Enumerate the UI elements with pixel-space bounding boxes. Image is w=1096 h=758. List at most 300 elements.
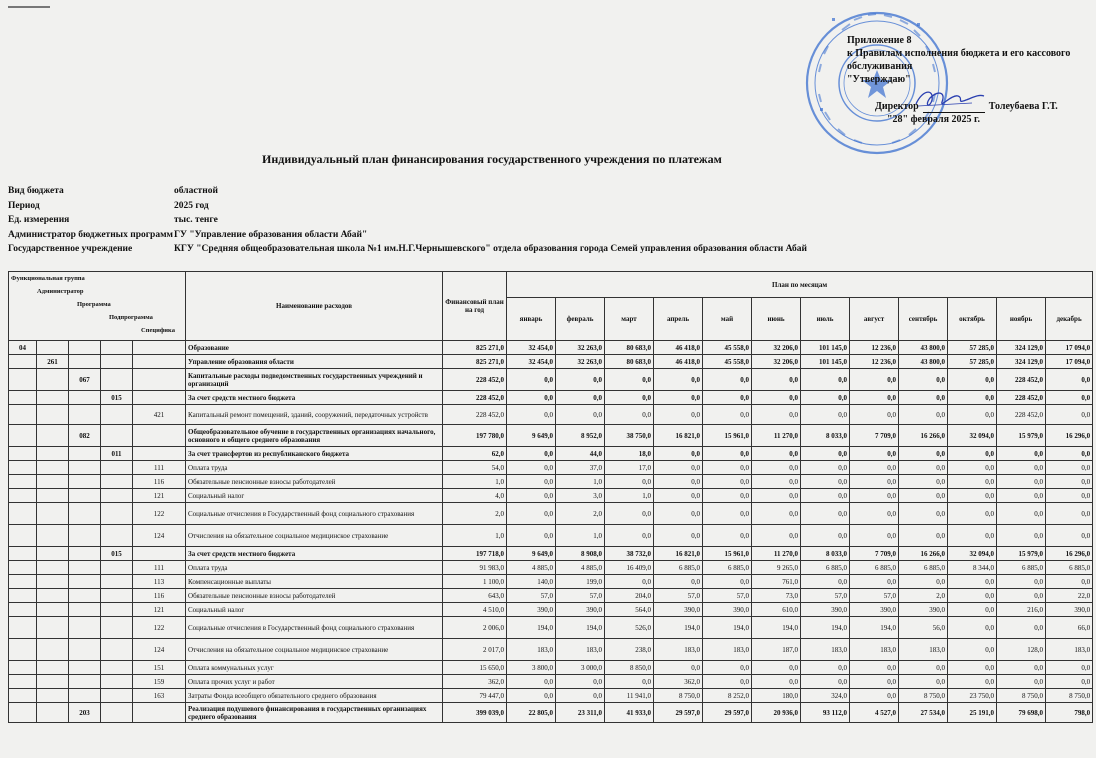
annual-plan-value: 228 452,0 [443, 391, 507, 405]
hierarchy-header [9, 272, 186, 341]
month-value: 0,0 [899, 391, 948, 405]
code-program [69, 689, 101, 703]
code-subprogram [101, 575, 133, 589]
expense-name: Социальный налог [186, 603, 443, 617]
month-value: 0,0 [1046, 525, 1093, 547]
month-value: 0,0 [703, 661, 752, 675]
code-program [69, 561, 101, 575]
month-value: 4 885,0 [507, 561, 556, 575]
month-value: 6 885,0 [850, 561, 899, 575]
month-value: 0,0 [899, 489, 948, 503]
code-administrator [37, 617, 69, 639]
month-value: 0,0 [997, 617, 1046, 639]
month-value: 12 236,0 [850, 355, 899, 369]
code-program [69, 355, 101, 369]
page-title: Индивидуальный план финансирования государственного учреждения по платежам [262, 152, 722, 166]
approved-label: "Утверждаю" [847, 74, 911, 85]
code-subprogram [101, 525, 133, 547]
month-value: 0,0 [997, 503, 1046, 525]
code-administrator [37, 575, 69, 589]
table-row [9, 355, 1093, 369]
month-value: 0,0 [1046, 675, 1093, 689]
month-value: 57,0 [507, 589, 556, 603]
code-specific [133, 355, 186, 369]
month-value: 41 933,0 [605, 703, 654, 723]
director-label: Директор [875, 101, 919, 112]
month-value: 0,0 [752, 391, 801, 405]
code-subprogram [101, 341, 133, 355]
month-value: 761,0 [752, 575, 801, 589]
month-value: 8 850,0 [605, 661, 654, 675]
month-value: 6 885,0 [997, 561, 1046, 575]
month-value: 183,0 [654, 639, 703, 661]
code-specific [133, 425, 186, 447]
code-specific: 111 [133, 561, 186, 575]
code-subprogram [101, 425, 133, 447]
month-value: 0,0 [801, 475, 850, 489]
month-value: 0,0 [1046, 661, 1093, 675]
annual-plan-value: 1,0 [443, 525, 507, 547]
code-functional-group [9, 369, 37, 391]
month-value: 390,0 [899, 603, 948, 617]
expense-name: Компенсационные выплаты [186, 575, 443, 589]
month-value: 80 683,0 [605, 355, 654, 369]
code-administrator [37, 425, 69, 447]
month-value: 25 191,0 [948, 703, 997, 723]
month-value: 0,0 [899, 461, 948, 475]
appendix-line: Приложение 8 [847, 35, 912, 46]
month-value: 0,0 [654, 405, 703, 425]
code-specific [133, 391, 186, 405]
hier-label-administrator: Администратор [37, 288, 84, 295]
code-functional-group [9, 391, 37, 405]
expense-name: Затраты Фонда всеобщего обязательного среднего образования [186, 689, 443, 703]
code-administrator [37, 675, 69, 689]
month-value: 324 129,0 [997, 355, 1046, 369]
code-program [69, 489, 101, 503]
code-subprogram [101, 561, 133, 575]
code-subprogram [101, 461, 133, 475]
meta-key: Ед. измерения [8, 215, 70, 225]
month-value: 0,0 [997, 461, 1046, 475]
month-value: 128,0 [997, 639, 1046, 661]
code-functional-group [9, 703, 37, 723]
code-administrator [37, 689, 69, 703]
table-row [9, 503, 1093, 525]
month-value: 0,0 [997, 447, 1046, 461]
code-subprogram: 015 [101, 391, 133, 405]
month-value: 0,0 [654, 475, 703, 489]
month-value: 0,0 [507, 461, 556, 475]
appendix-service-line: обслуживания [847, 61, 913, 72]
table-header [9, 272, 1093, 341]
code-specific [133, 369, 186, 391]
month-value: 0,0 [605, 525, 654, 547]
month-value: 0,0 [507, 369, 556, 391]
meta-value: ГУ "Управление образования области Абай" [174, 229, 368, 240]
month-header: декабрь [1046, 298, 1093, 341]
month-value: 194,0 [850, 617, 899, 639]
month-value: 16 296,0 [1046, 425, 1093, 447]
annual-plan-value: 1 100,0 [443, 575, 507, 589]
month-value: 0,0 [1046, 405, 1093, 425]
code-specific: 113 [133, 575, 186, 589]
month-value: 16 821,0 [654, 425, 703, 447]
code-administrator [37, 503, 69, 525]
month-value: 20 936,0 [752, 703, 801, 723]
code-subprogram: 011 [101, 447, 133, 461]
code-subprogram [101, 589, 133, 603]
director-name: Толеубаева Г.Т. [988, 101, 1058, 112]
month-value: 0,0 [997, 475, 1046, 489]
month-value: 93 112,0 [801, 703, 850, 723]
table-row [9, 525, 1093, 547]
month-value: 0,0 [703, 391, 752, 405]
month-value: 0,0 [507, 489, 556, 503]
month-value: 22 805,0 [507, 703, 556, 723]
code-specific: 124 [133, 525, 186, 547]
month-value: 0,0 [752, 489, 801, 503]
code-program [69, 525, 101, 547]
annual-plan-value: 79 447,0 [443, 689, 507, 703]
month-value: 0,0 [801, 369, 850, 391]
month-value: 2,0 [556, 503, 605, 525]
month-value: 0,0 [801, 661, 850, 675]
month-value: 12 236,0 [850, 341, 899, 355]
table-row [9, 369, 1093, 391]
month-value: 183,0 [556, 639, 605, 661]
meta-key: Вид бюджета [8, 186, 64, 196]
month-value: 46 418,0 [654, 355, 703, 369]
month-value: 101 145,0 [801, 341, 850, 355]
month-value: 183,0 [801, 639, 850, 661]
month-value: 194,0 [703, 617, 752, 639]
month-value: 3 000,0 [556, 661, 605, 675]
month-value: 16 409,0 [605, 561, 654, 575]
month-value: 0,0 [997, 575, 1046, 589]
month-value: 0,0 [801, 575, 850, 589]
month-value: 0,0 [703, 575, 752, 589]
month-value: 0,0 [948, 369, 997, 391]
expense-name: Капитальные расходы подведомственных государственных учреждений и организаций [186, 369, 443, 391]
month-value: 6 885,0 [1046, 561, 1093, 575]
code-specific: 122 [133, 617, 186, 639]
month-header: ноябрь [997, 298, 1046, 341]
month-value: 183,0 [899, 639, 948, 661]
month-value: 180,0 [752, 689, 801, 703]
month-value: 32 263,0 [556, 341, 605, 355]
month-value: 11 270,0 [752, 425, 801, 447]
month-value: 0,0 [948, 405, 997, 425]
month-value: 0,0 [948, 489, 997, 503]
month-value: 66,0 [1046, 617, 1093, 639]
month-value: 44,0 [556, 447, 605, 461]
hier-label-specific: Специфика [141, 327, 175, 334]
month-value: 0,0 [605, 575, 654, 589]
month-value: 0,0 [507, 525, 556, 547]
month-header: июнь [752, 298, 801, 341]
month-value: 0,0 [948, 391, 997, 405]
code-functional-group [9, 561, 37, 575]
month-value: 1,0 [556, 525, 605, 547]
month-value: 0,0 [507, 689, 556, 703]
annual-plan-value: 1,0 [443, 475, 507, 489]
month-value: 8 952,0 [556, 425, 605, 447]
annual-plan-value: 228 452,0 [443, 369, 507, 391]
month-value: 0,0 [801, 675, 850, 689]
annual-plan-value: 91 983,0 [443, 561, 507, 575]
month-value: 0,0 [850, 405, 899, 425]
hier-label-subprogram: Подпрограмма [109, 314, 153, 321]
code-functional-group [9, 689, 37, 703]
annual-plan-value: 197 780,0 [443, 425, 507, 447]
annual-plan-value: 197 718,0 [443, 547, 507, 561]
month-value: 6 885,0 [654, 561, 703, 575]
month-value: 0,0 [801, 461, 850, 475]
month-value: 16 266,0 [899, 547, 948, 561]
month-value: 0,0 [850, 661, 899, 675]
month-value: 16 296,0 [1046, 547, 1093, 561]
code-subprogram [101, 661, 133, 675]
month-value: 0,0 [850, 575, 899, 589]
month-value: 0,0 [703, 447, 752, 461]
expense-name: Отчисления на обязательное социальное медицинское страхование [186, 525, 443, 547]
month-value: 0,0 [850, 391, 899, 405]
code-functional-group [9, 575, 37, 589]
code-subprogram [101, 369, 133, 391]
code-subprogram [101, 689, 133, 703]
month-value: 8 252,0 [703, 689, 752, 703]
month-value: 0,0 [997, 675, 1046, 689]
code-administrator [37, 561, 69, 575]
month-value: 0,0 [899, 475, 948, 489]
month-value: 43 800,0 [899, 355, 948, 369]
month-value: 0,0 [1046, 503, 1093, 525]
month-value: 0,0 [507, 675, 556, 689]
code-functional-group [9, 475, 37, 489]
month-header: апрель [654, 298, 703, 341]
expense-name: Реализация подушевого финансирования в государственных организациях среднего образования [186, 703, 443, 723]
table-row [9, 425, 1093, 447]
code-functional-group [9, 425, 37, 447]
month-value: 11 270,0 [752, 547, 801, 561]
month-value: 0,0 [654, 489, 703, 503]
code-administrator [37, 447, 69, 461]
month-value: 0,0 [556, 675, 605, 689]
table-row [9, 447, 1093, 461]
month-value: 15 961,0 [703, 425, 752, 447]
table-row [9, 575, 1093, 589]
code-functional-group [9, 547, 37, 561]
month-value: 362,0 [654, 675, 703, 689]
month-value: 23 750,0 [948, 689, 997, 703]
code-subprogram [101, 639, 133, 661]
month-value: 0,0 [1046, 391, 1093, 405]
code-subprogram [101, 489, 133, 503]
month-value: 101 145,0 [801, 355, 850, 369]
month-value: 0,0 [507, 475, 556, 489]
month-value: 11 941,0 [605, 689, 654, 703]
code-subprogram [101, 603, 133, 617]
month-value: 38 750,0 [605, 425, 654, 447]
code-subprogram [101, 355, 133, 369]
month-value: 0,0 [850, 447, 899, 461]
annual-plan-value: 362,0 [443, 675, 507, 689]
month-value: 0,0 [850, 489, 899, 503]
code-administrator [37, 369, 69, 391]
code-administrator [37, 341, 69, 355]
month-value: 37,0 [556, 461, 605, 475]
month-header: май [703, 298, 752, 341]
month-value: 6 885,0 [703, 561, 752, 575]
month-value: 17 094,0 [1046, 341, 1093, 355]
month-value: 0,0 [556, 689, 605, 703]
annual-plan-value: 2,0 [443, 503, 507, 525]
code-specific [133, 547, 186, 561]
month-value: 0,0 [899, 447, 948, 461]
month-value: 38 732,0 [605, 547, 654, 561]
month-value: 0,0 [850, 461, 899, 475]
code-subprogram [101, 475, 133, 489]
month-value: 0,0 [556, 405, 605, 425]
month-value: 0,0 [997, 589, 1046, 603]
month-value: 57,0 [703, 589, 752, 603]
month-value: 0,0 [801, 447, 850, 461]
month-value: 45 558,0 [703, 355, 752, 369]
month-value: 32 454,0 [507, 341, 556, 355]
table-row [9, 661, 1093, 675]
expense-name: Оплата труда [186, 561, 443, 575]
month-value: 0,0 [899, 405, 948, 425]
month-value: 8 344,0 [948, 561, 997, 575]
code-administrator [37, 525, 69, 547]
month-value: 32 454,0 [507, 355, 556, 369]
code-administrator [37, 391, 69, 405]
code-functional-group [9, 617, 37, 639]
code-program [69, 547, 101, 561]
month-value: 204,0 [605, 589, 654, 603]
month-value: 228 452,0 [997, 405, 1046, 425]
code-program [69, 447, 101, 461]
month-value: 0,0 [752, 661, 801, 675]
month-value: 57,0 [801, 589, 850, 603]
expense-name: Общеобразовательное обучение в государственных организациях начального, основного и общего среднего образования [186, 425, 443, 447]
month-value: 0,0 [1046, 461, 1093, 475]
month-value: 79 698,0 [997, 703, 1046, 723]
month-value: 0,0 [654, 661, 703, 675]
code-program [69, 661, 101, 675]
annual-plan-value: 4 510,0 [443, 603, 507, 617]
expense-name: Социальный налог [186, 489, 443, 503]
month-value: 8 750,0 [997, 689, 1046, 703]
meta-value: областной [174, 186, 218, 196]
month-value: 0,0 [605, 503, 654, 525]
month-value: 15 979,0 [997, 425, 1046, 447]
month-value: 390,0 [850, 603, 899, 617]
code-administrator: 261 [37, 355, 69, 369]
month-value: 0,0 [703, 489, 752, 503]
table-row [9, 391, 1093, 405]
table-row [9, 489, 1093, 503]
code-specific: 124 [133, 639, 186, 661]
month-value: 3,0 [556, 489, 605, 503]
month-value: 238,0 [605, 639, 654, 661]
code-subprogram: 015 [101, 547, 133, 561]
code-functional-group [9, 639, 37, 661]
code-program [69, 461, 101, 475]
month-value: 194,0 [654, 617, 703, 639]
month-value: 194,0 [752, 617, 801, 639]
month-value: 0,0 [997, 661, 1046, 675]
table-row [9, 589, 1093, 603]
code-administrator [37, 489, 69, 503]
expense-name: Оплата прочих услуг и работ [186, 675, 443, 689]
month-value: 0,0 [703, 675, 752, 689]
expense-name: Оплата труда [186, 461, 443, 475]
month-value: 0,0 [703, 475, 752, 489]
code-specific [133, 447, 186, 461]
table-row [9, 689, 1093, 703]
annual-plan-value: 399 039,0 [443, 703, 507, 723]
annual-plan-value: 54,0 [443, 461, 507, 475]
month-value: 29 597,0 [703, 703, 752, 723]
hier-label-program: Программа [77, 301, 111, 308]
table-row [9, 675, 1093, 689]
month-value: 4 527,0 [850, 703, 899, 723]
table-row [9, 639, 1093, 661]
month-header: август [850, 298, 899, 341]
month-value: 0,0 [752, 369, 801, 391]
month-value: 23 311,0 [556, 703, 605, 723]
month-value: 0,0 [605, 405, 654, 425]
meta-value: 2025 год [174, 200, 209, 211]
code-functional-group [9, 503, 37, 525]
table-row [9, 547, 1093, 561]
code-functional-group [9, 525, 37, 547]
month-value: 183,0 [703, 639, 752, 661]
month-value: 798,0 [1046, 703, 1093, 723]
month-value: 0,0 [752, 525, 801, 547]
month-value: 0,0 [752, 447, 801, 461]
annual-plan-value: 62,0 [443, 447, 507, 461]
month-value: 57,0 [850, 589, 899, 603]
financing-plan-table [8, 271, 1093, 723]
code-program [69, 391, 101, 405]
month-value: 0,0 [507, 447, 556, 461]
month-value: 0,0 [850, 503, 899, 525]
code-program [69, 405, 101, 425]
code-functional-group [9, 589, 37, 603]
table-row [9, 603, 1093, 617]
meta-value: тыс. тенге [174, 215, 218, 225]
month-value: 15 961,0 [703, 547, 752, 561]
month-value: 0,0 [752, 675, 801, 689]
code-functional-group [9, 661, 37, 675]
month-value: 17,0 [605, 461, 654, 475]
month-value: 194,0 [801, 617, 850, 639]
code-specific: 121 [133, 603, 186, 617]
month-value: 526,0 [605, 617, 654, 639]
code-program [69, 617, 101, 639]
annual-plan-value: 825 271,0 [443, 355, 507, 369]
code-specific: 159 [133, 675, 186, 689]
month-value: 0,0 [654, 575, 703, 589]
month-header: сентябрь [899, 298, 948, 341]
month-value: 0,0 [507, 391, 556, 405]
month-value: 390,0 [703, 603, 752, 617]
month-value: 8 750,0 [1046, 689, 1093, 703]
meta-value: КГУ "Средняя общеобразовательная школа №1 им.Н.Г.Чернышевского" отдела образования города Семей управления образования области Абай [174, 244, 807, 254]
